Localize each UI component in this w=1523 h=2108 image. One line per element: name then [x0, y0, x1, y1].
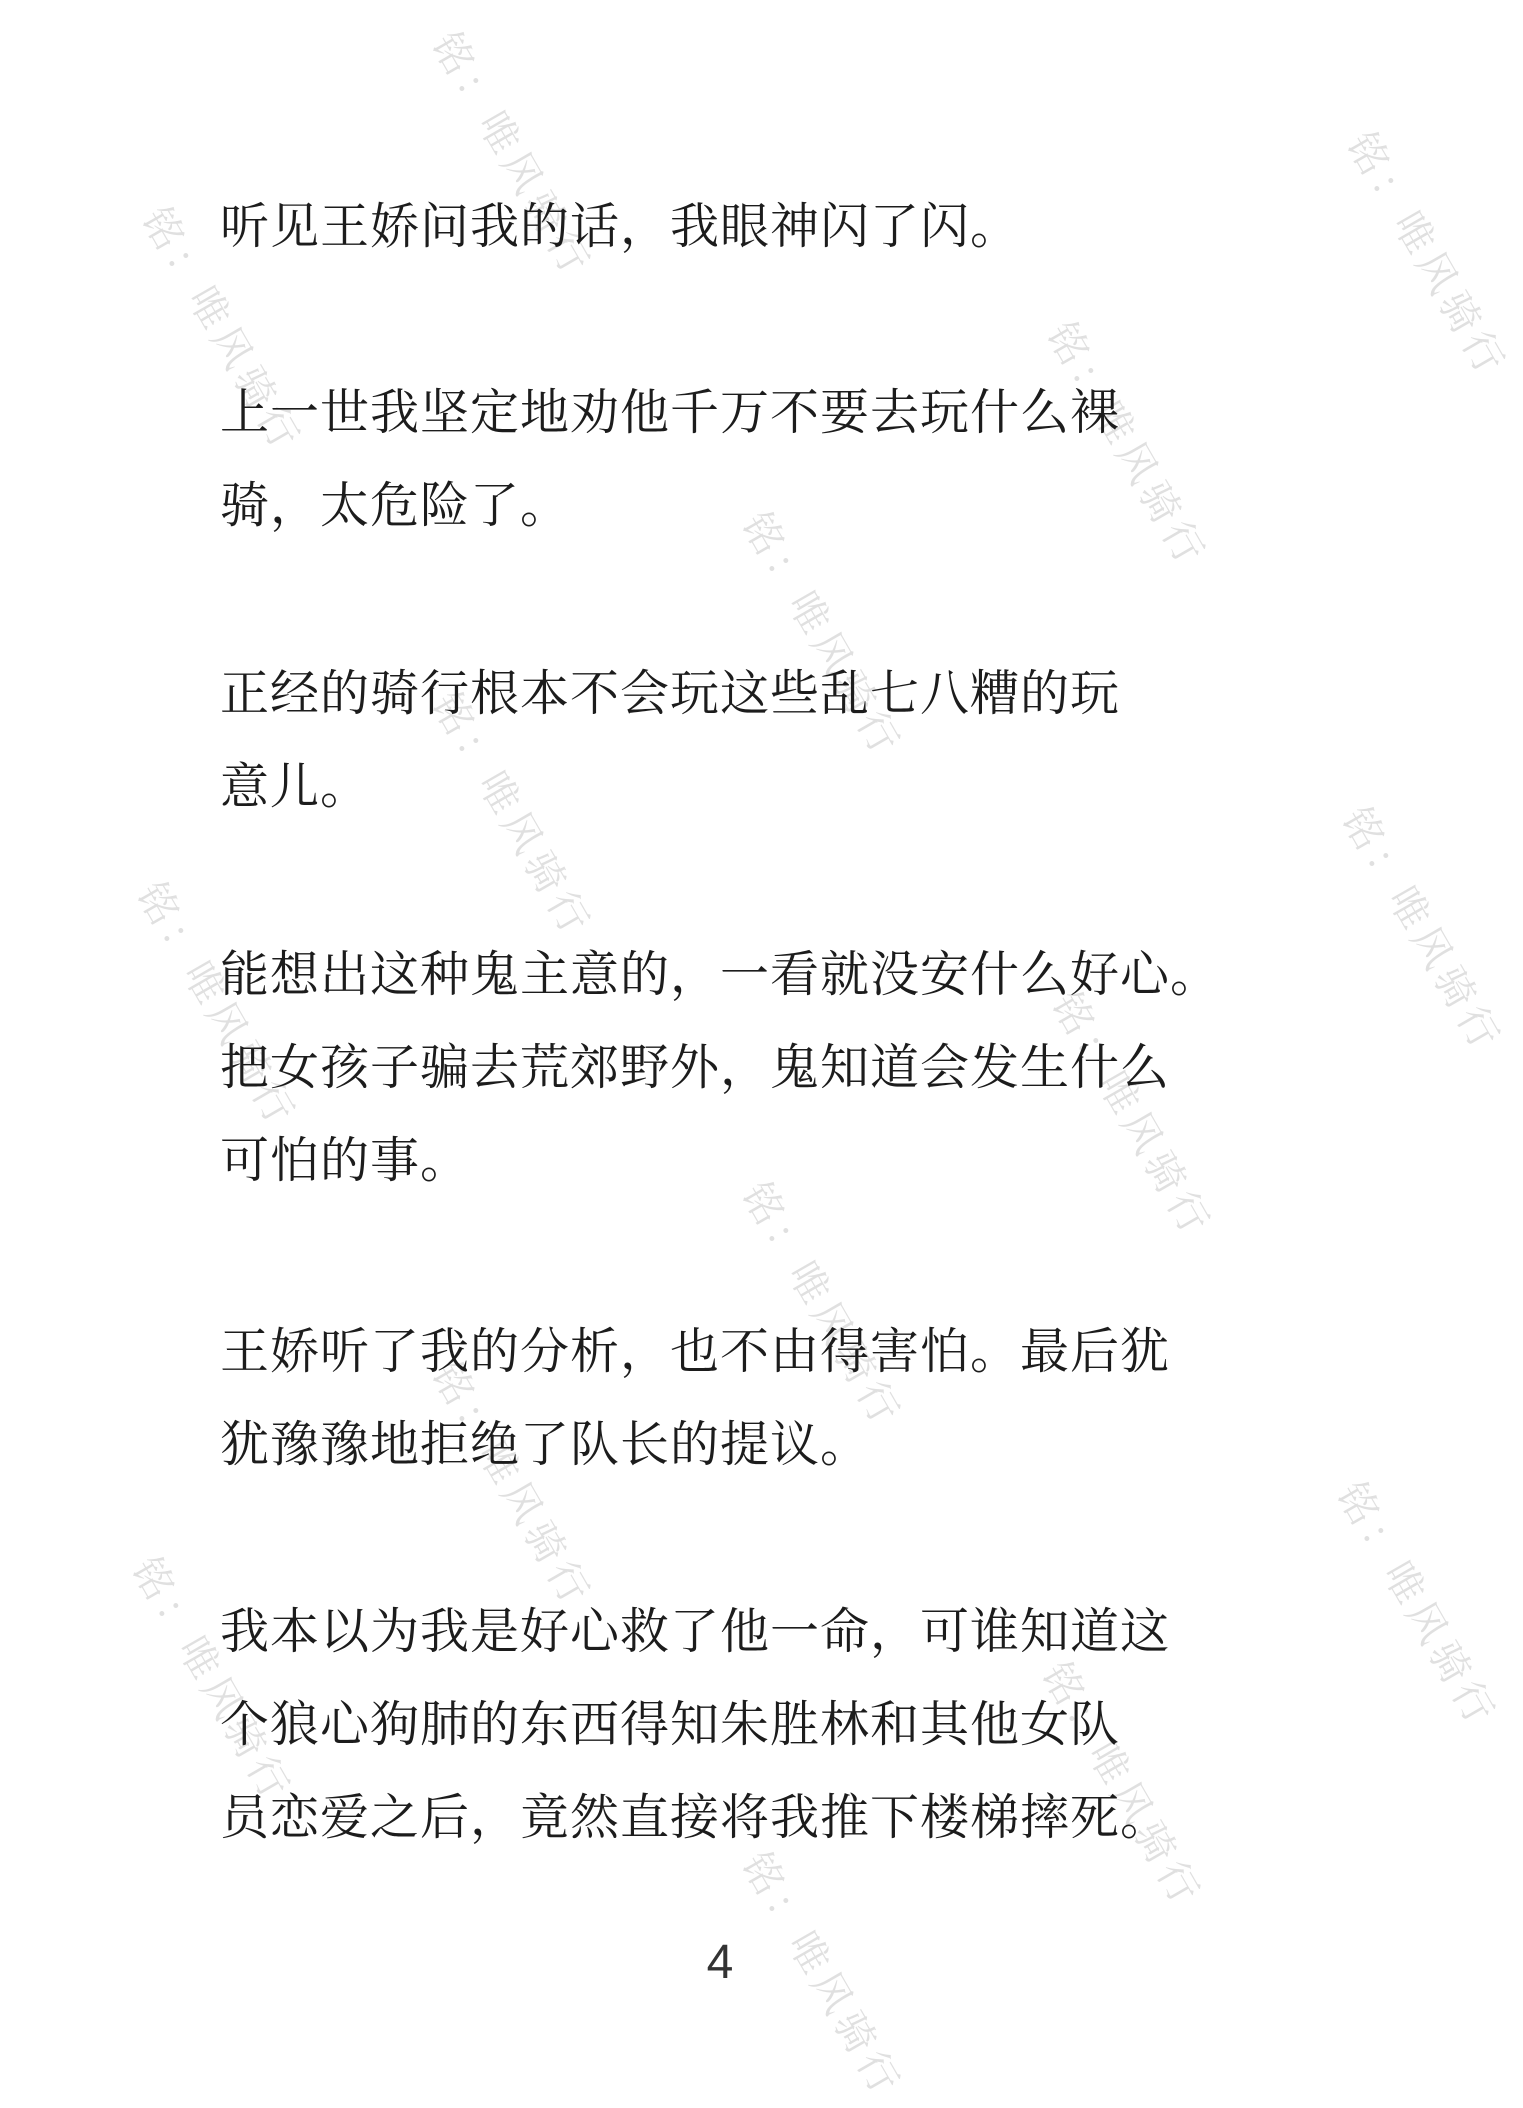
watermark: 铭：唯风骑行	[732, 504, 911, 767]
text-line: 能想出这种鬼主意的，一看就没安什么好心。	[220, 946, 1221, 1003]
watermark: 铭：唯风骑行	[1032, 1654, 1211, 1917]
text-line: 正经的骑行根本不会玩这些乱七八糟的玩	[220, 665, 1121, 722]
watermark: 铭：唯风骑行	[132, 199, 311, 462]
watermark: 铭：唯风骑行	[1332, 799, 1511, 1062]
watermark: 铭：唯风骑行	[732, 1844, 911, 2107]
paragraph-1	[220, 180, 1230, 273]
text-line: 王娇听了我的分析，也不由得害怕。最后犹	[220, 1323, 1171, 1380]
watermark: 铭：唯风骑行	[422, 1354, 601, 1617]
watermark: 铭：唯风骑行	[1337, 124, 1516, 387]
watermark: 铭：唯风骑行	[122, 1549, 301, 1812]
watermark: 铭：唯风骑行	[1037, 314, 1216, 577]
paragraph-2	[220, 366, 1230, 552]
text-line: 可怕的事。	[220, 1132, 471, 1189]
text-line: 骑，太危险了。	[220, 477, 571, 534]
paragraph-6	[220, 1585, 1230, 1864]
watermark: 铭：唯风骑行	[422, 684, 601, 947]
watermark: 铭：唯风骑行	[1327, 1474, 1506, 1737]
paragraph-5	[220, 1305, 1230, 1491]
watermark: 铭：唯风骑行	[127, 874, 306, 1137]
text-line: 犹豫豫地拒绝了队长的提议。	[220, 1416, 871, 1473]
watermark: 铭：唯风骑行	[422, 24, 601, 287]
watermark: 铭：唯风骑行	[1042, 984, 1221, 1247]
page-number: 4	[706, 1936, 734, 1989]
text-line: 意儿。	[220, 758, 371, 815]
text-line: 员恋爱之后，竟然直接将我推下楼梯摔死。	[220, 1789, 1171, 1846]
paragraph-3	[220, 647, 1230, 833]
watermark: 铭：唯风骑行	[732, 1174, 911, 1437]
text-line: 听见王娇问我的话，我眼神闪了闪。	[220, 198, 1021, 255]
text-line: 上一世我坚定地劝他千万不要去玩什么裸	[220, 384, 1121, 441]
paragraph-4	[220, 928, 1230, 1207]
text-line: 个狼心狗肺的东西得知朱胜林和其他女队	[220, 1696, 1121, 1753]
text-line: 把女孩子骗去荒郊野外，鬼知道会发生什么	[220, 1039, 1171, 1096]
text-line: 我本以为我是好心救了他一命，可谁知道这	[220, 1603, 1171, 1660]
